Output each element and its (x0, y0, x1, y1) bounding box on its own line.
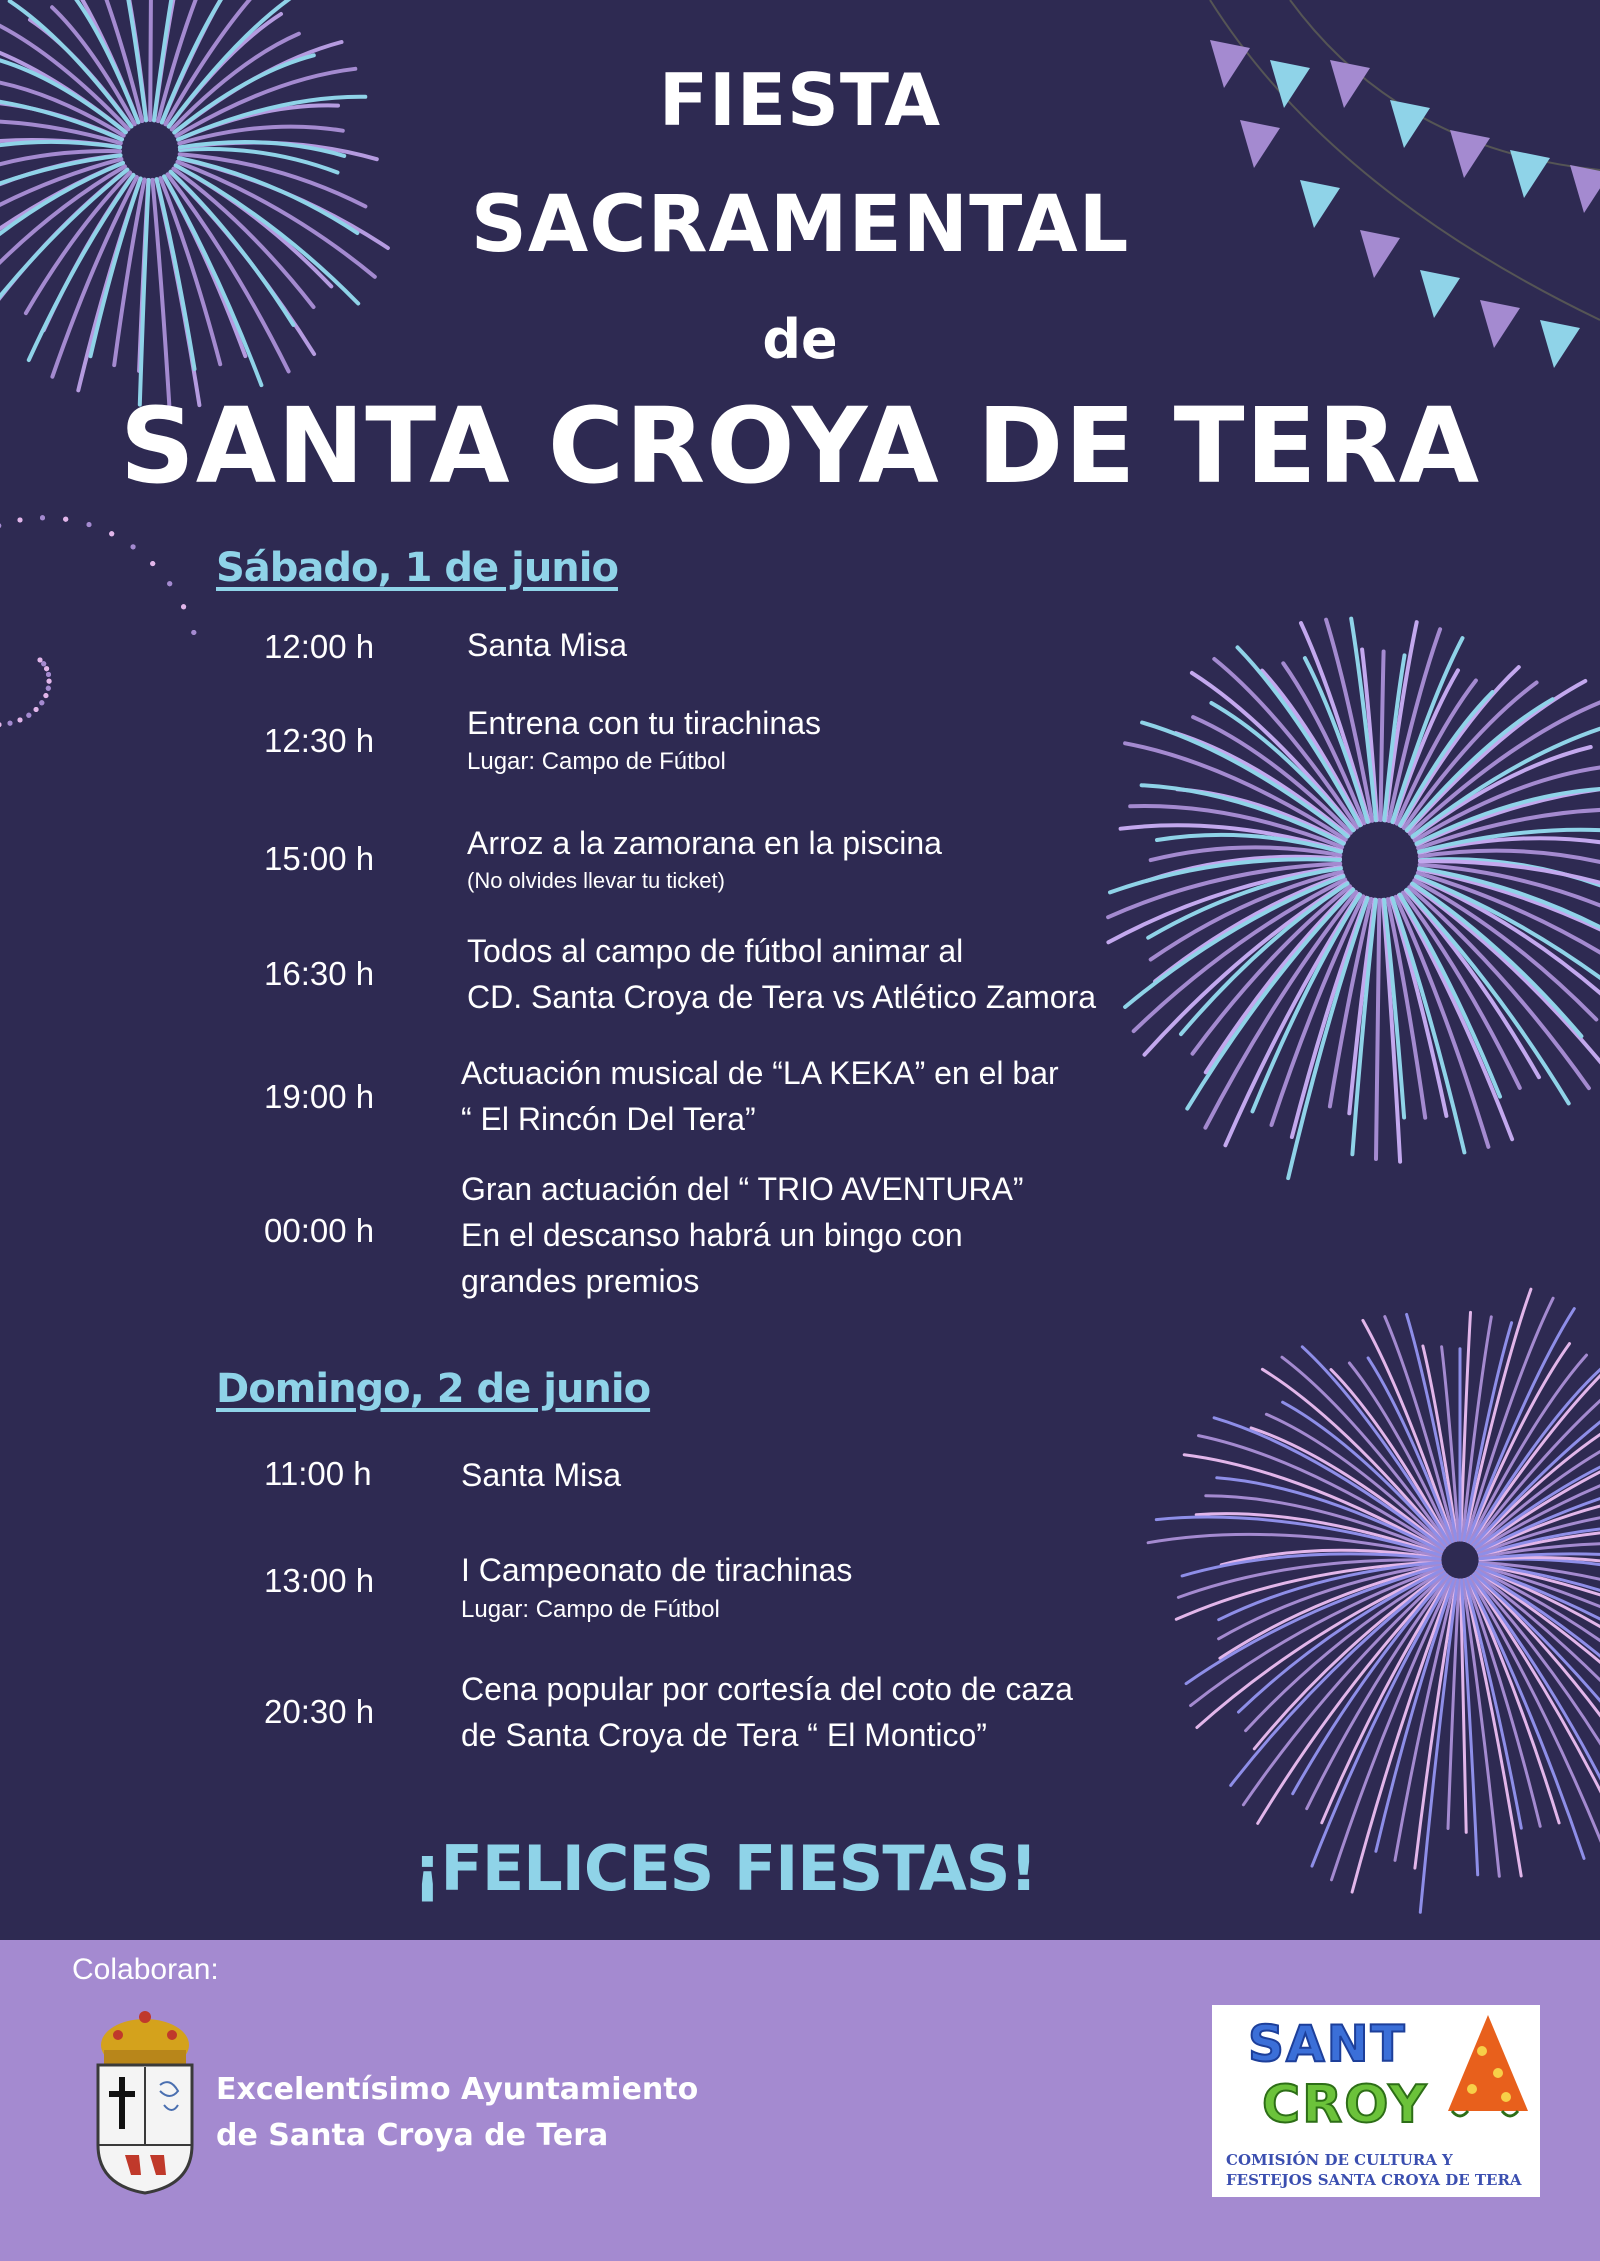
ayuntamiento-name-line-1: Excelentísimo Ayuntamiento (216, 2072, 699, 2107)
collaborators-label: Colaboran: (72, 1953, 219, 1986)
firework-spark (18, 518, 23, 523)
event-time: 13:00 h (264, 1562, 375, 1599)
logo-subtitle-2: FESTEJOS SANTA CROYA DE TERA (1226, 2171, 1522, 2189)
event-time: 12:00 h (264, 628, 375, 665)
firework-ray (1381, 652, 1384, 821)
logo-text-bottom: CROY (1262, 2075, 1429, 2135)
firework-spark (167, 581, 172, 586)
event-text: “ El Rincón Del Tera” (461, 1101, 756, 1137)
event-time: 20:30 h (264, 1693, 375, 1730)
firework-spark (150, 561, 155, 566)
firework-spark (0, 523, 1, 528)
logo-text-top: SANT (1248, 2015, 1407, 2073)
firework-spark (47, 679, 52, 684)
event-time: 19:00 h (264, 1078, 375, 1115)
event-text: Entrena con tu tirachinas (467, 705, 821, 741)
day-heading-saturday: Sábado, 1 de junio (216, 545, 618, 591)
event-text: grandes premios (461, 1263, 700, 1299)
event-text: Actuación musical de “LA KEKA” en el bar (461, 1055, 1059, 1091)
firework-spark (8, 721, 13, 726)
title-line-3: de (762, 308, 838, 371)
firework-ray (1376, 900, 1379, 1159)
event-text: Santa Misa (461, 1457, 622, 1493)
firework-spark (109, 531, 114, 536)
firework-spark (43, 693, 48, 698)
tree-icon (1442, 2011, 1534, 2121)
event-text: Cena popular por cortesía del coto de caza (461, 1671, 1073, 1707)
firework-spark (46, 672, 51, 677)
firework-spark (46, 686, 51, 691)
title-line-4: SANTA CROYA DE TERA (119, 385, 1481, 507)
logo-subtitle-1: COMISIÓN DE CULTURA Y (1226, 2151, 1453, 2169)
firework-spark (26, 713, 31, 718)
event-text: I Campeonato de tirachinas (461, 1552, 853, 1588)
firework-spark (131, 544, 136, 549)
firework-spark (40, 515, 45, 520)
event-text: CD. Santa Croya de Tera vs Atlético Zamora (467, 979, 1097, 1015)
event-note: Lugar: Campo de Fútbol (461, 1596, 720, 1623)
firework-spark (34, 707, 39, 712)
ayuntamiento-name-line-2: de Santa Croya de Tera (216, 2118, 609, 2153)
firework-spark (87, 522, 92, 527)
event-text: de Santa Croya de Tera “ El Montico” (461, 1717, 987, 1753)
event-text: Arroz a la zamorana en la piscina (467, 825, 942, 861)
firework-spark (63, 517, 68, 522)
event-time: 15:00 h (264, 840, 375, 877)
firework-spark (181, 604, 186, 609)
firework-spark (44, 666, 49, 671)
title-line-2: SACRAMENTAL (470, 180, 1130, 270)
event-note: (No olvides llevar tu ticket) (467, 868, 725, 893)
firework-spark (41, 661, 46, 666)
firework-ray (180, 149, 338, 173)
firework-ray (1406, 891, 1539, 1078)
event-text: Todos al campo de fútbol animar al (467, 933, 964, 969)
coat-of-arms-icon (90, 2005, 200, 2195)
event-text: Gran actuación del “ TRIO AVENTURA” (461, 1171, 1024, 1207)
festejos-logo (1212, 2005, 1540, 2197)
title-line-1: FIESTA (658, 58, 942, 142)
firework-spark (191, 630, 196, 635)
firework-spark (39, 700, 44, 705)
day-heading-sunday: Domingo, 2 de junio (216, 1366, 651, 1412)
event-time: 11:00 h (264, 1455, 372, 1492)
firework-spark (38, 658, 43, 663)
closing-message: ¡FELICES FIESTAS! (413, 1832, 1037, 1905)
event-text: En el descanso habrá un bingo con (461, 1217, 963, 1253)
event-time: 16:30 h (264, 955, 375, 992)
firework-spark (18, 718, 23, 723)
firework-ray (1193, 717, 1351, 833)
event-text: Santa Misa (467, 627, 628, 663)
event-time: 00:00 h (264, 1212, 375, 1249)
event-note: Lugar: Campo de Fútbol (467, 748, 726, 775)
event-time: 12:30 h (264, 722, 375, 759)
firework-spark (0, 722, 2, 727)
